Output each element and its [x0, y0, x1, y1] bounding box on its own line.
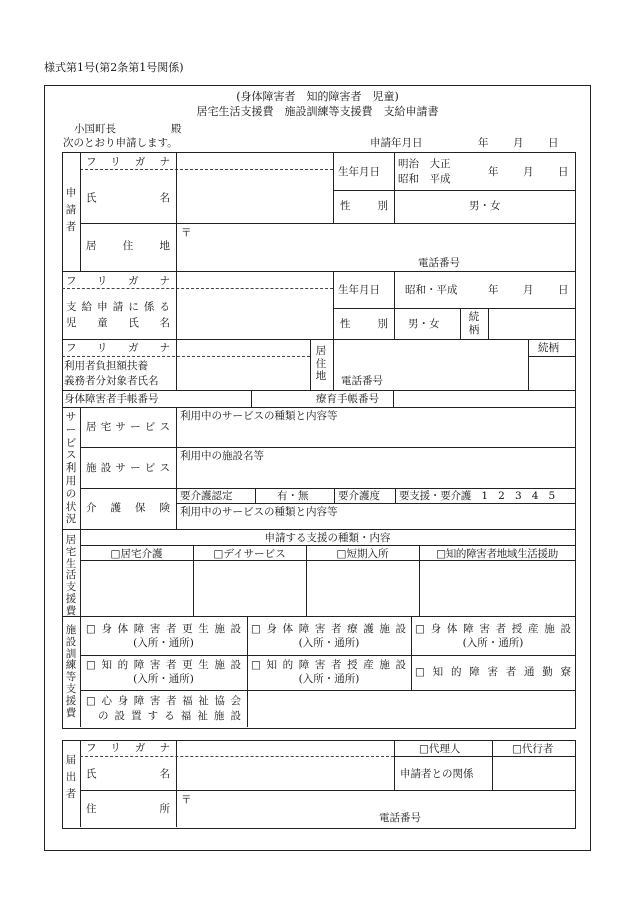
rehab-handbook-field[interactable] — [394, 391, 573, 406]
burden-label-1: 利用者負担額扶養 — [64, 360, 148, 372]
physical-rehab-facility-option[interactable]: □身体障害者更生施設 — [86, 623, 241, 635]
agent-checkbox[interactable]: □代理人 — [419, 743, 461, 755]
child-birth-day: 日 — [558, 284, 569, 296]
child-furigana-field[interactable] — [177, 272, 332, 288]
care-cert-options[interactable]: 有・無 — [277, 490, 309, 502]
day-service-option[interactable]: □デイサービス — [213, 548, 286, 560]
notifier-name-field[interactable] — [177, 757, 393, 789]
home-service-label: 居宅サービス — [86, 421, 170, 433]
applicant-address-field[interactable] — [193, 226, 573, 270]
child-name-label-2: 児童氏名 — [66, 317, 170, 329]
intellectual-work-facility-option[interactable]: □知的障害者授産施設 — [251, 659, 406, 671]
child-birth-label: 生年月日 — [338, 284, 380, 296]
child-era[interactable]: 昭和・平成 — [405, 284, 458, 296]
addressee: 小国町長 — [74, 123, 116, 135]
burden-residence-field[interactable] — [334, 340, 527, 389]
facility-service-label: 施設サービス — [86, 462, 170, 474]
applicant-name-field[interactable] — [177, 170, 332, 222]
home-service-field[interactable] — [177, 423, 573, 446]
burden-label-2: 義務者分対象者氏名 — [64, 375, 159, 387]
child-relation-label: 続柄 — [468, 311, 480, 336]
home-service-note: 利用中のサービスの種類と内容等 — [180, 410, 338, 422]
home-care-option[interactable]: □居宅介護 — [110, 548, 163, 560]
applicant-birth-day: 日 — [558, 166, 569, 178]
care-level-label: 要介護度 — [338, 490, 380, 502]
physical-work-facility-type[interactable]: (入所・通所) — [462, 637, 524, 649]
notifier-postal-mark: 〒 — [181, 794, 192, 806]
notifier-address-field[interactable] — [193, 792, 573, 826]
care-cert-label: 要介護認定 — [180, 490, 233, 502]
notifier-phone-label: 電話番号 — [379, 812, 421, 824]
apply-date-day[interactable]: 日 — [548, 137, 559, 149]
care-note: 利用中のサービスの種類と内容等 — [180, 506, 338, 518]
community-living-detail-field[interactable] — [420, 561, 573, 615]
rehab-handbook-label: 療育手帳番号 — [316, 393, 379, 405]
applicant-birth-label: 生年月日 — [338, 166, 380, 178]
physical-rehab-facility-type[interactable]: (入所・通所) — [133, 637, 194, 649]
notifier-name-label: 氏名 — [86, 768, 170, 780]
child-furigana-label: フリガナ — [66, 275, 170, 287]
applicant-sex-label: 性別 — [340, 200, 388, 212]
facility-service-field[interactable] — [177, 464, 573, 487]
form-title-line2: 居宅生活支援費 施設訓練等支援費 支給申請書 — [196, 105, 439, 118]
form-title-line1: (身体障害者 知的障害者 児童) — [236, 90, 399, 103]
care-level-options[interactable]: 要支援・要介護 1 2 3 4 5 — [399, 490, 556, 502]
burden-residence-label: 居住地 — [315, 345, 327, 382]
child-name-field[interactable] — [177, 289, 332, 338]
care-insurance-label: 介護保険 — [86, 502, 170, 514]
apply-date-month[interactable]: 月 — [513, 137, 524, 149]
burden-phone-label: 電話番号 — [341, 375, 383, 387]
physical-handbook-field[interactable] — [177, 391, 250, 406]
applicant-furigana-label: フリガナ — [86, 156, 170, 168]
home-support-header: 申請する支援の種類・内容 — [264, 532, 391, 544]
applicant-postal-mark: 〒 — [181, 227, 192, 239]
applicant-birth-month: 月 — [523, 166, 534, 178]
burden-relation-field[interactable] — [529, 357, 573, 389]
facility-service-note: 利用中の施設名等 — [180, 450, 264, 462]
short-stay-option[interactable]: □短期入所 — [336, 548, 389, 560]
applicant-address-label: 居住地 — [86, 240, 170, 252]
community-living-option[interactable]: □知的障害者地域生活援助 — [436, 548, 558, 560]
child-birth-month: 月 — [523, 284, 534, 296]
notifier-section-label: 届出者 — [65, 754, 77, 800]
physical-nursing-facility-type[interactable]: (入所・通所) — [298, 637, 360, 649]
applicant-section-label: 申請者 — [65, 187, 77, 233]
applicant-birth-year: 年 — [488, 166, 499, 178]
intellectual-rehab-facility-option[interactable]: □知的障害者更生施設 — [86, 659, 241, 671]
home-care-detail-field[interactable] — [81, 561, 192, 615]
burden-furigana-label: フリガナ — [66, 342, 170, 354]
child-name-label-1: 支給申請に係る — [66, 301, 170, 313]
child-sex-options[interactable]: 男・女 — [408, 318, 440, 330]
day-service-detail-field[interactable] — [194, 561, 305, 615]
notifier-relation-label: 申請者との関係 — [400, 768, 474, 780]
applicant-name-label: 氏名 — [86, 192, 170, 204]
service-status-section-label: サービス利用の状況 — [65, 411, 77, 526]
form-code: 様式第1号(第2条第1号関係) — [44, 61, 184, 74]
applicant-phone-label: 電話番号 — [418, 257, 460, 269]
apply-date-year[interactable]: 年 — [478, 137, 489, 149]
burden-relation-label: 続柄 — [538, 342, 559, 354]
child-sex-label: 性別 — [340, 318, 388, 330]
applicant-sex-options[interactable]: 男・女 — [469, 200, 501, 212]
short-stay-detail-field[interactable] — [307, 561, 418, 615]
intellectual-rehab-facility-type[interactable]: (入所・通所) — [133, 673, 194, 685]
facility-support-section-label: 施設訓練等支援費 — [65, 624, 77, 719]
physical-handbook-label: 身体障害者手帳番号 — [64, 393, 159, 405]
intellectual-work-facility-type[interactable]: (入所・通所) — [298, 673, 360, 685]
applicant-era-1[interactable]: 明治 大正 — [398, 158, 451, 170]
applicant-era-2[interactable]: 昭和 平成 — [398, 173, 451, 185]
notifier-furigana-label: フリガナ — [86, 742, 170, 754]
notifier-furigana-field[interactable] — [177, 741, 393, 756]
child-relation-field[interactable] — [489, 309, 573, 338]
applicant-furigana-field[interactable] — [177, 153, 332, 169]
notifier-address-label: 住所 — [86, 803, 170, 815]
addressee-suffix: 殿 — [171, 123, 182, 135]
home-support-section-label: 居宅生活支援費 — [65, 534, 77, 617]
intellectual-commute-dorm-option[interactable]: □知的障害者通勤寮 — [415, 666, 571, 678]
burden-name-field[interactable] — [177, 357, 309, 389]
burden-furigana-field[interactable] — [177, 340, 309, 356]
notifier-relation-field[interactable] — [493, 757, 573, 789]
intro-text: 次のとおり申請します。 — [63, 137, 178, 149]
child-birth-year: 年 — [488, 284, 499, 296]
physical-nursing-facility-option[interactable]: □身体障害者療護施設 — [251, 623, 406, 635]
apply-date-label: 申請年月日 — [370, 137, 423, 149]
proxy-checkbox[interactable]: □代行者 — [512, 743, 554, 755]
physical-work-facility-option[interactable]: □身体障害者授産施設 — [415, 623, 571, 635]
welfare-association-facility-note[interactable]: の設置する福祉施設 — [98, 710, 241, 722]
welfare-association-facility-option[interactable]: □心身障害者福祉協会 — [86, 695, 241, 707]
